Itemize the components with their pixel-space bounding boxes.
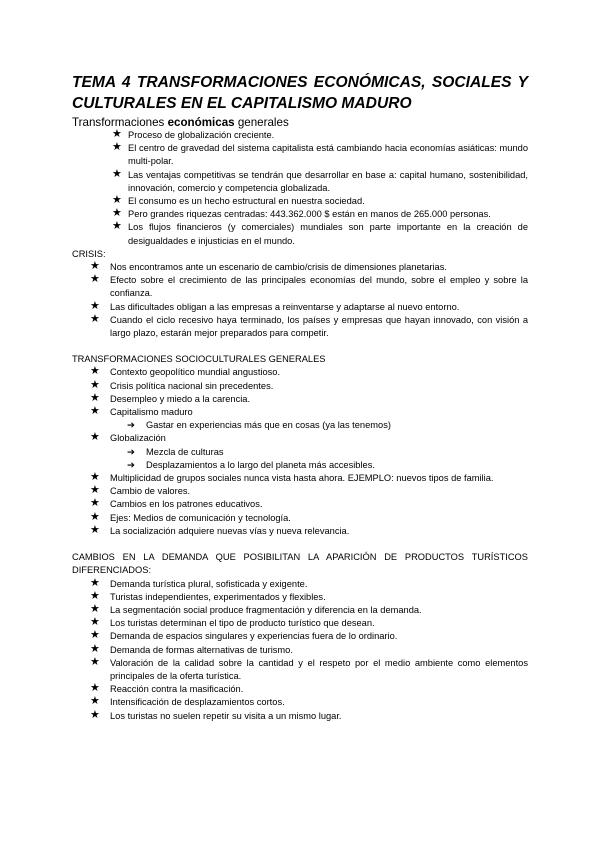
star-bullet-icon: ★: [90, 471, 100, 484]
list-item-text: Las dificultades obligan a las empresas a reinventarse y adaptarse al nuevo entorno.: [110, 301, 460, 312]
star-bullet-icon: ★: [112, 220, 122, 233]
sociocultural-list: [72, 366, 528, 538]
star-bullet-icon: ★: [90, 312, 100, 325]
sub-list-item: [72, 459, 528, 472]
star-bullet-icon: ★: [90, 629, 100, 642]
star-bullet-icon: ★: [90, 616, 100, 629]
star-bullet-icon: ★: [90, 299, 100, 312]
star-bullet-icon: ★: [90, 655, 100, 668]
list-item: [72, 683, 528, 696]
list-item: [72, 366, 528, 379]
sub-list-item-text: Desplazamientos a lo largo del planeta más accesibles.: [146, 459, 375, 470]
sociocultural-heading: TRANSFORMACIONES SOCIOCULTURALES GENERALES: [72, 354, 326, 365]
subtitle-bold: económicas: [167, 116, 235, 129]
list-item: [72, 604, 528, 617]
list-item: [72, 485, 528, 498]
list-item-text: Cuando el ciclo recesivo haya terminado, los países y empresas que hayan innovado, con visión a largo plazo, estarán mejor preparados para competir.: [110, 314, 528, 339]
arrow-bullet-icon: ➔: [127, 446, 135, 458]
star-bullet-icon: ★: [90, 431, 100, 444]
economic-list: [72, 129, 528, 248]
list-item-text: Proceso de globalización creciente.: [128, 130, 275, 140]
list-item: [72, 169, 528, 195]
list-item-text: Los flujos financieros (y comerciales) mundiales son parte importante en la creación de desigualdades e injusticias en el mundo.: [128, 222, 528, 246]
list-item-text: Reacción contra la masificación.: [110, 684, 244, 695]
list-item-text: Valoración de la calidad sobre la cantidad y el respeto por el medio ambiente como elementos principales de la oferta turística.: [110, 657, 528, 681]
arrow-bullet-icon: ➔: [127, 420, 135, 432]
star-bullet-icon: ★: [90, 405, 100, 418]
list-item: [72, 498, 528, 511]
list-item: [72, 696, 528, 709]
sub-list-item: [72, 446, 528, 459]
list-item: [72, 129, 528, 142]
list-item: [72, 406, 528, 419]
list-item: [72, 221, 528, 247]
list-item: [72, 630, 528, 643]
star-bullet-icon: ★: [112, 141, 122, 154]
demand-list: [72, 578, 528, 723]
list-item: [72, 195, 528, 208]
list-item: [72, 274, 528, 300]
list-item-text: Ejes: Medios de comunicación y tecnología.: [110, 512, 291, 523]
list-item-text: Demanda de formas alternativas de turismo.: [110, 644, 293, 655]
star-bullet-icon: ★: [90, 391, 100, 404]
star-bullet-icon: ★: [90, 273, 100, 286]
list-item: [72, 472, 528, 485]
list-item-text: Contexto geopolítico mundial angustioso.: [110, 367, 281, 378]
section-subtitle-economic: [72, 116, 528, 129]
list-item: [72, 208, 528, 221]
subtitle-suffix: generales: [234, 116, 289, 129]
document-page: [72, 72, 528, 723]
star-bullet-icon: ★: [90, 365, 100, 378]
star-bullet-icon: ★: [90, 589, 100, 602]
list-item: [72, 314, 528, 340]
list-item-text: Cambios en los patrones educativos.: [110, 499, 263, 510]
list-item-text: Intensificación de desplazamientos cortos.: [110, 697, 285, 708]
list-item-text: Las ventajas competitivas se tendrán que desarrollar en base a: capital humano, sostenibilidad, innovación, comercio y competencia globalizada.: [128, 169, 528, 193]
page-title: TEMA 4 TRANSFORMACIONES ECONÓMICAS, SOCIALES Y CULTURALES EN EL CAPITALISMO MADURO: [72, 74, 528, 112]
list-item: [72, 591, 528, 604]
sub-list-item-text: Mezcla de culturas: [146, 446, 224, 457]
sub-list: [72, 446, 528, 472]
list-item: [72, 657, 528, 683]
list-item: [72, 261, 528, 274]
list-item: [72, 512, 528, 525]
star-bullet-icon: ★: [90, 682, 100, 695]
list-item-text: Pero grandes riquezas centradas: 443.362.000 $ están en manos de 265.000 personas.: [128, 209, 491, 220]
list-item-text: El consumo es un hecho estructural en nuestra sociedad.: [128, 196, 365, 207]
list-item-text: Efecto sobre el crecimiento de las principales economías del mundo, sobre el empleo y sobre la confianza.: [110, 275, 528, 299]
list-item-text: Los turistas determinan el tipo de producto turístico que desean.: [110, 618, 375, 629]
sub-list-item: [72, 419, 528, 432]
list-item: [72, 617, 528, 630]
list-item-text: La segmentación social produce fragmentación y diferencia en la demanda.: [110, 604, 422, 615]
list-item-text: Cambio de valores.: [110, 486, 191, 497]
list-item-text: Los turistas no suelen repetir su visita a un mismo lugar.: [110, 710, 342, 721]
list-item-text: Demanda turística plural, sofisticada y exigente.: [110, 578, 308, 589]
star-bullet-icon: ★: [90, 695, 100, 708]
list-item: [72, 393, 528, 406]
arrow-bullet-icon: ➔: [127, 459, 135, 471]
star-bullet-icon: ★: [90, 642, 100, 655]
list-item-text: Globalización: [110, 433, 166, 444]
list-item: [72, 525, 528, 538]
sub-list: [72, 419, 528, 432]
list-item: [72, 578, 528, 591]
list-item-text: La socialización adquiere nuevas vías y nueva relevancia.: [110, 525, 350, 536]
crisis-heading: CRISIS:: [72, 248, 106, 259]
list-item-text: Crisis política nacional sin precedentes.: [110, 380, 274, 391]
list-item: [72, 644, 528, 657]
list-item-text: El centro de gravedad del sistema capitalista está cambiando hacia economías asiáticas: mundo multi-polar.: [128, 143, 528, 167]
star-bullet-icon: ★: [90, 523, 100, 536]
list-item: [72, 432, 528, 445]
star-bullet-icon: ★: [112, 167, 122, 180]
star-bullet-icon: ★: [90, 260, 100, 273]
star-bullet-icon: ★: [112, 128, 122, 140]
star-bullet-icon: ★: [112, 207, 122, 220]
list-item-text: Desempleo y miedo a la carencia.: [110, 393, 251, 404]
star-bullet-icon: ★: [90, 576, 100, 589]
list-item-text: Capitalismo maduro: [110, 407, 193, 418]
list-item-text: Multiplicidad de grupos sociales nunca vista hasta ahora. EJEMPLO: nuevos tipos de familia.: [110, 473, 494, 484]
list-item: [72, 710, 528, 723]
list-item-text: Turistas independientes, experimentados y flexibles.: [110, 591, 326, 602]
list-item: [72, 380, 528, 393]
list-item-text: Demanda de espacios singulares y experiencias fuera de lo ordinario.: [110, 631, 398, 642]
list-item: [72, 142, 528, 168]
star-bullet-icon: ★: [90, 602, 100, 615]
star-bullet-icon: ★: [90, 484, 100, 497]
demand-heading: CAMBIOS EN LA DEMANDA QUE POSIBILITAN LA APARICIÓN DE PRODUCTOS TURÍSTICOS DIFERENCIADOS:: [72, 552, 528, 576]
subtitle-prefix: Transformaciones: [72, 116, 168, 129]
star-bullet-icon: ★: [90, 378, 100, 391]
crisis-list: [72, 261, 528, 340]
sub-list-item-text: Gastar en experiencias más que en cosas (ya las tenemos): [146, 420, 391, 431]
list-item: [72, 301, 528, 314]
star-bullet-icon: ★: [90, 708, 100, 721]
star-bullet-icon: ★: [90, 510, 100, 523]
star-bullet-icon: ★: [112, 194, 122, 207]
list-item-text: Nos encontramos ante un escenario de cambio/crisis de dimensiones planetarias.: [110, 262, 447, 273]
star-bullet-icon: ★: [90, 497, 100, 510]
